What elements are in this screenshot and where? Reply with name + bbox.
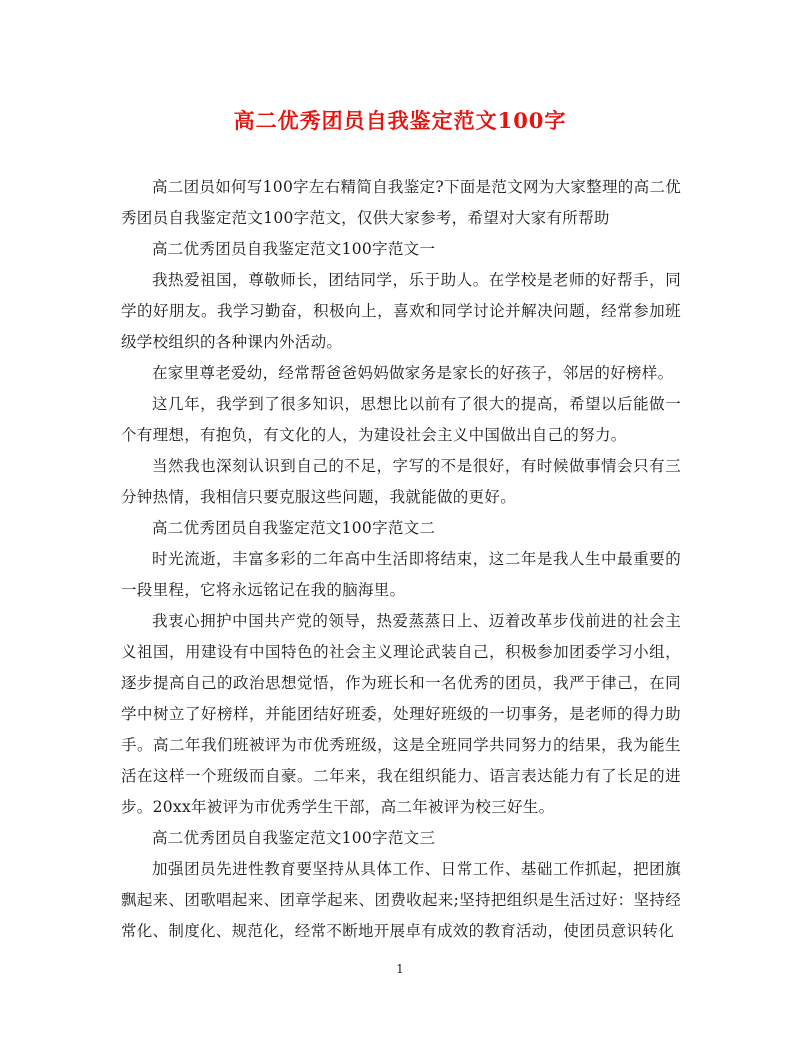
body-paragraph: 加强团员先进性教育要坚持从具体工作、日常工作、基础工作抓起，把团旗飘起来、团歌唱起来、团章学起来、团费收起来;坚持把组织是生活过好：坚持经常化、制度化、规范化，经常不断地开展卓有成效的教育活动，使团员意识转化 bbox=[121, 860, 681, 940]
document-body bbox=[121, 172, 681, 947]
section-heading-2: 高二优秀团员自我鉴定范文100字范文二 bbox=[152, 519, 436, 537]
document-title: 高二优秀团员自我鉴定范文100字 bbox=[233, 108, 567, 133]
intro-paragraph: 高二团员如何写100字左右精简自我鉴定?下面是范文网为大家整理的高二优秀团员自我鉴定范文100字范文，仅供大家参考，希望对大家有所帮助 bbox=[121, 178, 681, 227]
body-paragraph: 这几年，我学到了很多知识，思想比以前有了很大的提高，希望以后能做一个有理想，有抱负，有文化的人，为建设社会主义中国做出自己的努力。 bbox=[121, 395, 681, 444]
body-paragraph: 时光流逝，丰富多彩的二年高中生活即将结束，这二年是我人生中最重要的一段里程，它将永远铭记在我的脑海里。 bbox=[121, 550, 681, 599]
page-number: 1 bbox=[396, 962, 404, 976]
section-heading-3: 高二优秀团员自我鉴定范文100字范文三 bbox=[152, 829, 436, 847]
body-paragraph: 在家里尊老爱幼，经常帮爸爸妈妈做家务是家长的好孩子，邻居的好榜样。 bbox=[152, 364, 674, 382]
body-paragraph: 我热爱祖国，尊敬师长，团结同学，乐于助人。在学校是老师的好帮手，同学的好朋友。我学习勤奋，积极向上，喜欢和同学讨论并解决问题，经常参加班级学校组织的各种课内外活动。 bbox=[121, 271, 681, 351]
section-heading-1: 高二优秀团员自我鉴定范文100字范文一 bbox=[152, 240, 436, 258]
body-paragraph: 我衷心拥护中国共产党的领导，热爱蒸蒸日上、迈着改革步伐前进的社会主义祖国，用建设有中国特色的社会主义理论武装自己，积极参加团委学习小组，逐步提高自己的政治思想觉悟，作为班长和一名优秀的团员，我严于律己，在同学中树立了好榜样，并能团结好班委，处理好班级的一切事务，是老师的得力助手。高二年我们班被评为市优秀班级，这是全班同学共同努力的结果，我为能生活在这样一个班级而自豪。二年来，我在组织能力、语言表达能力有了长足的进步。20xx年被评为市优秀学生干部，高二年被评为校三好生。 bbox=[121, 612, 681, 816]
body-paragraph: 当然我也深刻认识到自己的不足，字写的不是很好，有时候做事情会只有三分钟热情，我相信只要克服这些问题，我就能做的更好。 bbox=[121, 457, 681, 506]
